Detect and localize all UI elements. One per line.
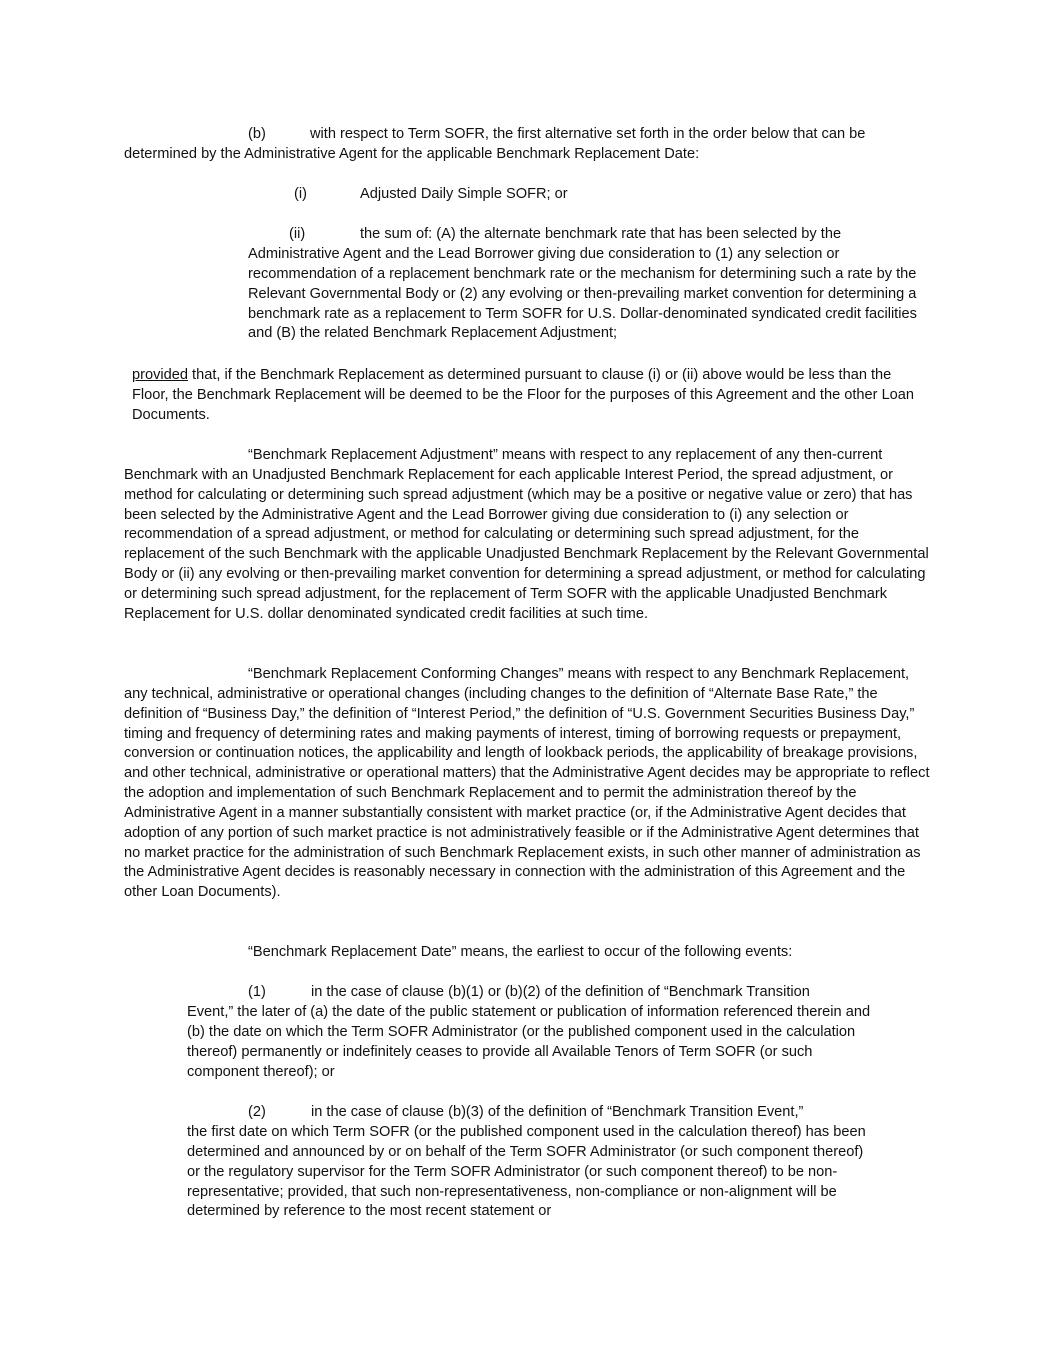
benchmark-replacement-adjustment-definition: “Benchmark Replacement Adjustment” means with respect to any replacement of any then-current Benchmark with an Unadjusted Benchmark Replacement for each applicable Interest Period, the spread adjustment, or method for calculating or determining such spread adjustment (which may be a positive or negative value or zero) that has been selected by the Administrative Agent and the Lead Borrower giving due consideration to (i) any selection or recommendation of a spread adjustment, or method for calculating or determining such spread adjustment, for the replacement of the such Benchmark with the applicable Unadjusted Benchmark Replacement by the Relevant Governmental Body or (ii) any evolving or then-prevailing market convention for determining a spread adjustment, or method for calculating or determining such spread adjustment, for the replacement of Term SOFR with the applicable Unadjusted Benchmark Replacement for U.S. dollar denominated syndicated credit facilities at such time. <box>124 447 929 622</box>
proviso-paragraph <box>132 366 924 426</box>
clause-ii-first-line: the sum of: (A) the alternate benchmark rate that has been selected by the <box>360 226 842 242</box>
clause-b-number: (b) <box>248 126 266 142</box>
event-1-first-line: in the case of clause (b)(1) or (b)(2) of the definition of “Benchmark Transition <box>311 984 810 1000</box>
clause-i <box>294 185 894 205</box>
clause-ii <box>289 225 929 245</box>
event-2-number: (2) <box>248 1104 266 1120</box>
event-2-continuation: the first date on which Term SOFR (or the published component used in the calculation thereof) has been determined and announced by or on behalf of the Term SOFR Administrator (or such component thereof) or the regulatory supervisor for the Term SOFR Administrator (or such component thereof) to be non-representative; provided, that such non-representativeness, non-compliance or non-alignment will be determined by reference to the most recent statement or <box>187 1124 866 1220</box>
event-1-continuation: Event,” the later of (a) the date of the public statement or publication of information referenced therein and (b) the date on which the Term SOFR Administrator (or the published component used in the calculation thereof) permanently or indefinitely ceases to provide all Available Tenors of Term SOFR (or such component thereof); or <box>187 1004 871 1080</box>
event-1 <box>248 983 878 1003</box>
event-2 <box>248 1103 878 1123</box>
clause-b-continuation: determined by the Administrative Agent for the applicable Benchmark Replacement Date: <box>124 146 700 162</box>
clause-i-number: (i) <box>294 186 307 202</box>
provided-term: provided <box>132 367 188 383</box>
event-2-first-line: in the case of clause (b)(3) of the definition of “Benchmark Transition Event,” <box>311 1104 804 1120</box>
proviso-text: that, if the Benchmark Replacement as determined pursuant to clause (i) or (ii) above would be less than the Floor, the Benchmark Replacement will be deemed to be the Floor for the purposes of this Agreement and the other Loan Documents. <box>132 367 915 423</box>
clause-i-text: Adjusted Daily Simple SOFR; or <box>360 186 568 202</box>
clause-b <box>248 125 920 145</box>
clause-b-first-line: with respect to Term SOFR, the first alternative set forth in the order below that can be <box>310 126 866 142</box>
benchmark-replacement-date-definition: “Benchmark Replacement Date” means, the earliest to occur of the following events: <box>248 944 793 960</box>
benchmark-replacement-conforming-changes-definition: “Benchmark Replacement Conforming Changes” means with respect to any Benchmark Replacement, any technical, administrative or operational changes (including changes to the definition of “Alternate Base Rate,” the definition of “Business Day,” the definition of “Interest Period,” the definition of “U.S. Government Securities Business Day,” timing and frequency of determining rates and making payments of interest, timing of borrowing requests or prepayment, conversion or continuation notices, the applicability and length of lookback periods, the applicability of breakage provisions, and other technical, administrative or operational matters) that the Administrative Agent decides may be appropriate to reflect the adoption and implementation of such Benchmark Replacement and to permit the administration thereof by the Administrative Agent in a manner substantially consistent with market practice (or, if the Administrative Agent decides that adoption of any portion of such market practice is not administratively feasible or if the Administrative Agent determines that no market practice for the administration of such Benchmark Replacement exists, in such other manner of administration as the Administrative Agent decides is reasonably necessary in connection with the administration of this Agreement and the other Loan Documents). <box>124 666 930 901</box>
event-1-number: (1) <box>248 984 266 1000</box>
clause-ii-continuation: Administrative Agent and the Lead Borrower giving due consideration to (1) any selection or recommendation of a replacement benchmark rate or the mechanism for determining such a rate by the Relevant Governmental Body or (2) any evolving or then-prevailing market convention for determining a benchmark rate as a replacement to Term SOFR for U.S. Dollar-denominated syndicated credit facilities and (B) the related Benchmark Replacement Adjustment; <box>248 246 917 342</box>
clause-ii-number: (ii) <box>289 226 306 242</box>
